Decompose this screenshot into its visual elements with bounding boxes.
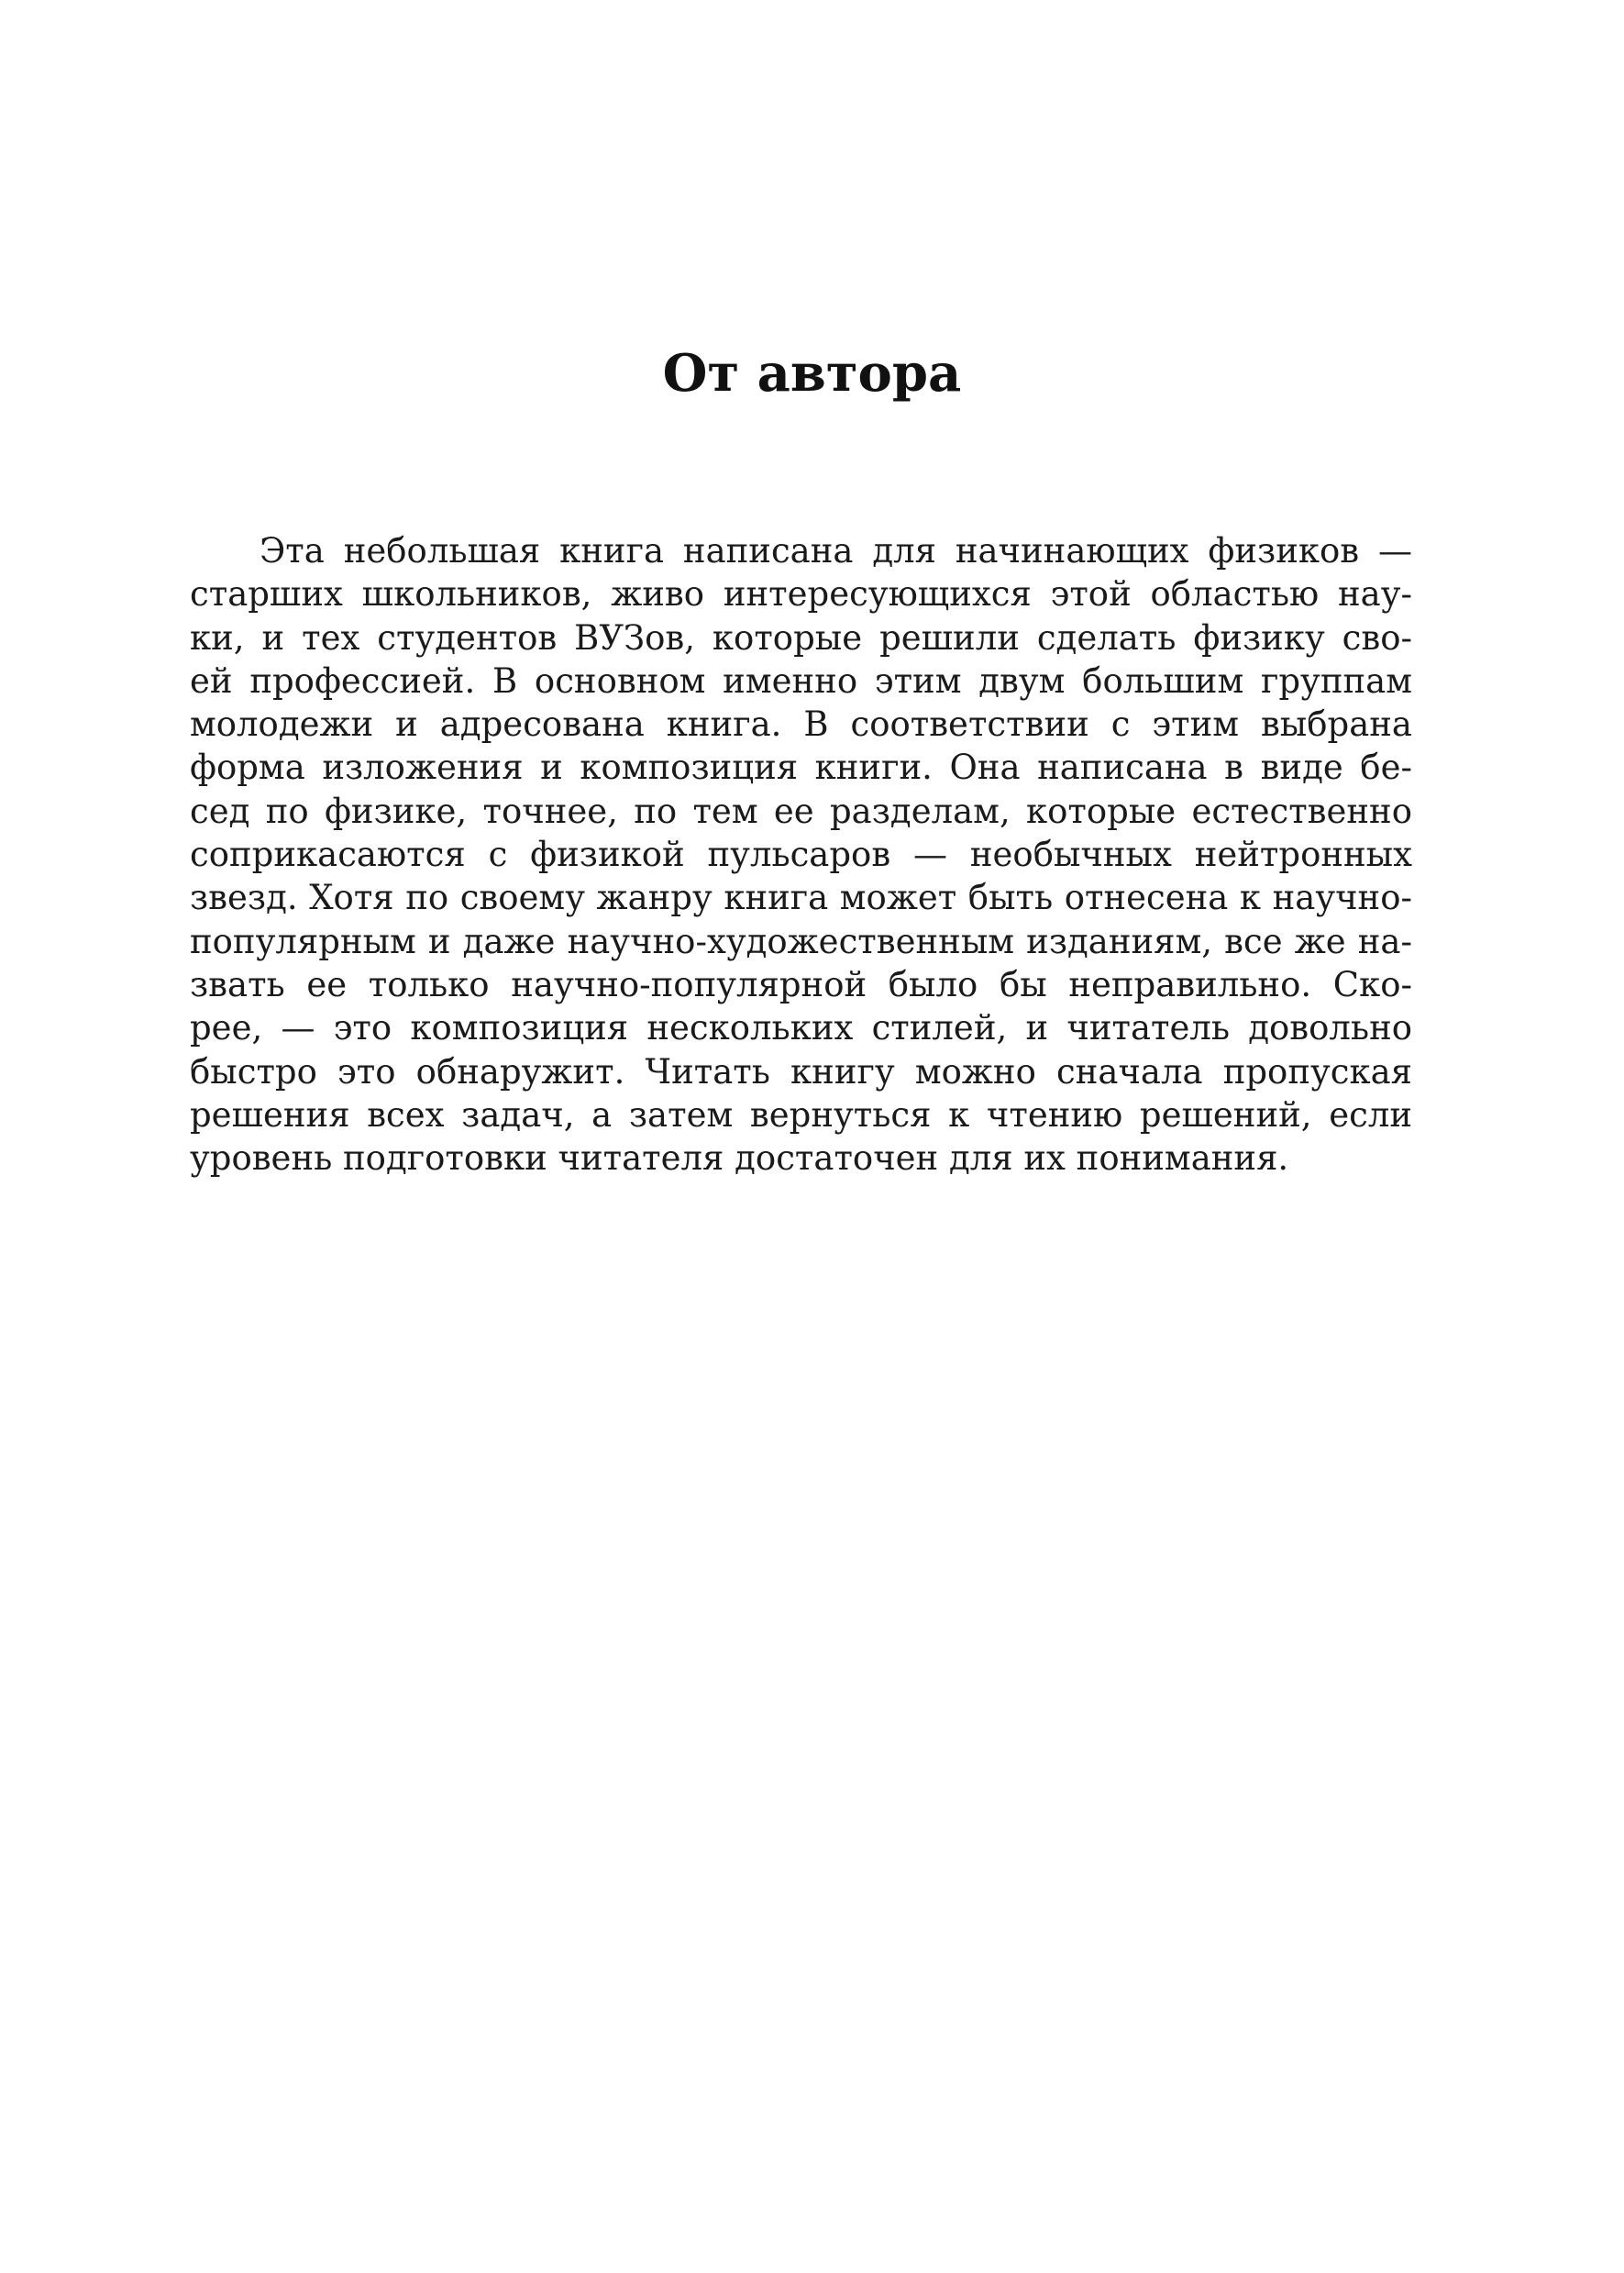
text-line: быстро это обнаружит. Читать книгу можно сначала пропуская: [190, 1051, 1412, 1092]
text-line: молодежи и адресована книга. В соответствии с этим выбрана: [190, 704, 1412, 745]
text-line: звать ее только научно-популярной было бы неправильно. Ско-: [190, 964, 1412, 1004]
text-line: соприкасаются с физикой пульсаров — необычных нейтронных: [190, 835, 1412, 875]
text-line: сед по физике, точнее, по тем ее разделам, которые естественно: [190, 791, 1412, 831]
text-line: старших школьников, живо интересующихся этой областью нау-: [190, 574, 1412, 615]
text-line: Эта небольшая книга написана для начинающих физиков —: [260, 531, 1412, 571]
text-line: популярным и даже научно-художественным изданиям, все же на-: [190, 921, 1412, 961]
text-line: ей профессией. В основном именно этим двум большим группам: [190, 660, 1412, 701]
page-title: От автора: [662, 343, 962, 404]
text-line: ки, и тех студентов ВУЗов, которые решили сделать физику сво-: [190, 617, 1412, 658]
preface-paragraph: [190, 529, 1412, 1180]
text-line: рее, — это композиция нескольких стилей, и читатель довольно: [190, 1008, 1412, 1048]
text-line: решения всех задач, а затем вернуться к чтению решений, если: [190, 1094, 1412, 1135]
text-line: форма изложения и композиция книги. Она написана в виде бе-: [190, 748, 1412, 788]
text-line: уровень подготовки читателя достаточен для их понимания.: [190, 1138, 1289, 1179]
text-line: звезд. Хотя по своему жанру книга может быть отнесена к научно-: [190, 878, 1412, 918]
